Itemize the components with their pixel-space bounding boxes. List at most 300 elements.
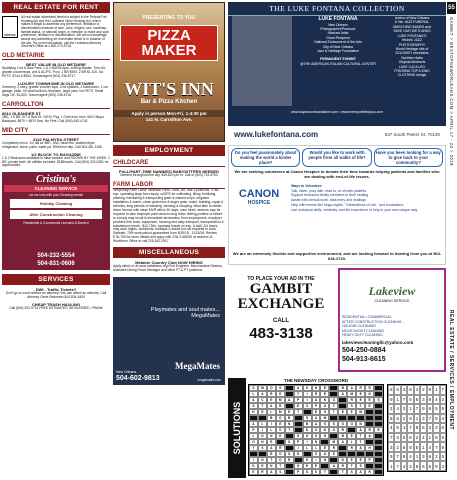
crossword-cell: G [294, 433, 303, 439]
crossword-cell: E [258, 409, 267, 415]
crossword-cell: N [267, 433, 276, 439]
sudoku-cell: 6 [414, 395, 420, 405]
crossword-cell: N [258, 457, 267, 463]
pizza-line1: PRESENTING TO YOU [142, 15, 196, 21]
listing-title: 1/2 BLOCK TO MAGAZINE [31, 151, 81, 157]
crossword-cell: R [365, 427, 374, 433]
sudoku-solution [387, 384, 447, 472]
fontana-line: Abstract Artist [327, 31, 349, 36]
side-banner-bottom [447, 270, 456, 470]
pizza-headline: PIZZA MAKER [120, 25, 218, 61]
crossword-cell: A [267, 445, 276, 451]
ways-title: Ways to Volunteer: [291, 184, 323, 188]
side-banner-top [447, 16, 456, 166]
fontana-line: New Orleans [328, 22, 348, 27]
sudoku-cell: 1 [394, 395, 400, 405]
notice-title: NOTICE [4, 32, 16, 37]
crossword-cell: A [267, 469, 276, 475]
crossword-cell: L [303, 445, 312, 451]
sudoku-cell: 7 [407, 423, 413, 433]
mega-web: megamates.com [197, 378, 221, 383]
bubble: Do you feel passionately about making the world a kinder place? [231, 148, 300, 167]
sudoku-cell: 8 [388, 414, 394, 424]
lakeview-line: AFTER CONSTRUCTION CLEANING [342, 319, 402, 324]
crossword-cell: E [312, 409, 321, 415]
crossword-cell: I [294, 445, 303, 451]
crossword-cell: S [303, 457, 312, 463]
fontana-line: City of New Orleans [322, 44, 354, 49]
canon-logo-sub: HOSPICE [247, 200, 271, 206]
crossword-cell: S [285, 439, 294, 445]
sudoku-cell: 5 [407, 395, 413, 405]
crossword-cell: E [320, 385, 329, 391]
sudoku-cell: 1 [401, 423, 407, 433]
crossword-cell: T [249, 445, 258, 451]
crossword-cell: E [347, 457, 356, 463]
crossword-cell: A [356, 445, 365, 451]
exchange-phone: 483-3138 [249, 325, 313, 342]
sudoku-cell: 6 [420, 461, 426, 471]
crossword-cell: O [312, 433, 321, 439]
sudoku-cell: 2 [388, 404, 394, 414]
section-header-services: SERVICES [2, 274, 110, 285]
crossword-cell: P [294, 439, 303, 445]
crossword-cell: R [356, 385, 365, 391]
crossword-cell: A [356, 469, 365, 475]
section-header-real-estate: REAL ESTATE FOR RENT [2, 2, 110, 13]
crossword-cell: L [249, 391, 258, 397]
crossword-cell: R [347, 397, 356, 403]
sudoku-cell: 9 [427, 385, 433, 395]
crossword-cell: O [329, 397, 338, 403]
crossword-cell: T [356, 433, 365, 439]
page-number: 55 [447, 2, 456, 14]
left-column [2, 2, 110, 311]
crossword-cell: O [276, 427, 285, 433]
crossword-cell: I [258, 427, 267, 433]
crossword-cell: P [249, 427, 258, 433]
fontana-photo [232, 16, 292, 106]
canon-logo [232, 188, 286, 228]
bubble: Would you like to work with people from all walks of life? [302, 148, 371, 167]
sudoku-cell: 1 [414, 452, 420, 462]
crossword-cell: P [312, 403, 321, 409]
sudoku-cell: 2 [433, 452, 439, 462]
sudoku-cell: 7 [394, 461, 400, 471]
sudoku-cell: 5 [433, 404, 439, 414]
mega-text [151, 307, 220, 319]
fontana-right-line: Original Abstracts [398, 60, 426, 65]
pizza-maker-ad [113, 2, 225, 142]
way-item: Support bereaved family members in their healing [291, 193, 369, 198]
crossword-cell: U [320, 451, 329, 457]
luke-fontana-ad [228, 2, 446, 142]
fontana-right-line: & Her JAZZ FUNERAL [394, 20, 430, 25]
crossword-cell: N [320, 427, 329, 433]
canon-intro: We are seeking volunteers at Canon Hospice to donate their time towards helping patients and families who are dealing with end-of-life issues. [234, 169, 440, 179]
cristina-residential: Residential & Commercial Licensed & Bonded [23, 221, 89, 226]
sudoku-cell: 1 [388, 461, 394, 471]
crossword-cell: S [356, 463, 365, 469]
sudoku-cell: 9 [388, 395, 394, 405]
crossword-cell: I [267, 421, 276, 427]
crossword-cell: M [320, 415, 329, 421]
crossword-cell: D [303, 427, 312, 433]
crossword-cell: B [338, 385, 347, 391]
lakeview-sub: CLEANING SERVICE [374, 299, 410, 303]
crossword-cell: O [276, 457, 285, 463]
sudoku-cell: 4 [414, 385, 420, 395]
fontana-right-line: Northern Italia [401, 55, 423, 60]
fontana-exhibit: PERMANENT EXHIBIT [320, 57, 356, 62]
fontana-address: 537 South Peters St. 70130 [384, 131, 440, 137]
side-text: GAMBIT > BESTOFNEWORLEANS.COM > APRIL 17 - 23 > 2018 [449, 16, 455, 166]
canon-hospice-ad [228, 145, 446, 265]
gambit-exchange-ad [228, 268, 334, 372]
lakeview-cleaning-ad [338, 268, 446, 372]
sudoku-cell: 9 [394, 423, 400, 433]
sudoku-cell: 3 [440, 461, 446, 471]
crossword-cell: T [347, 463, 356, 469]
sudoku-cell: 7 [440, 385, 446, 395]
sudoku-cell: 4 [394, 404, 400, 414]
exchange-brand1: GAMBIT [249, 281, 313, 297]
crossword-cell: I [249, 457, 258, 463]
crossword-cell: N [312, 439, 321, 445]
sudoku-cell: 9 [414, 461, 420, 471]
crossword-cell: E [365, 397, 374, 403]
sudoku-cell: 6 [407, 433, 413, 443]
crossword-cell: O [312, 427, 321, 433]
crossword-cell: E [294, 451, 303, 457]
crossword-cell: M [276, 409, 285, 415]
canon-footer: We are an extremely flexible and supportive environment, and are looking forward to hearing from you at 504-818-2723. [232, 251, 442, 261]
crossword-cell: T [276, 463, 285, 469]
crossword-cell: R [338, 463, 347, 469]
sudoku-cell: 4 [440, 414, 446, 424]
exchange-line1: TO PLACE YOUR AD IN THE [247, 276, 315, 282]
sudoku-cell: 7 [433, 442, 439, 452]
crossword-cell: M [329, 439, 338, 445]
sudoku-cell: 5 [440, 452, 446, 462]
sudoku-cell: 8 [433, 433, 439, 443]
crossword-cell: D [249, 463, 258, 469]
sudoku-cell: 6 [388, 385, 394, 395]
crossword-cell: R [365, 385, 374, 391]
crossword-cell: L [312, 445, 321, 451]
crossword-cell: O [258, 433, 267, 439]
crossword-cell: A [267, 403, 276, 409]
cristina-phones [4, 253, 108, 269]
lakeview-phone1: 504-250-0884 [342, 346, 386, 354]
crossword-cell: X [303, 403, 312, 409]
sudoku-cell: 5 [394, 385, 400, 395]
sudoku-cell: 6 [394, 414, 400, 424]
crossword-cell: S [329, 421, 338, 427]
crossword-cell: T [356, 403, 365, 409]
crossword-cell: A [294, 385, 303, 391]
crossword-cell: N [320, 457, 329, 463]
pizza-address: 141 N. Carrollton Ave. [145, 117, 193, 122]
crossword-cell: S [249, 385, 258, 391]
crossword-cell: L [267, 427, 276, 433]
crossword-cell: R [258, 469, 267, 475]
crossword-cell: E [276, 433, 285, 439]
crossword-cell: B [267, 415, 276, 421]
sudoku-cell: 8 [407, 442, 413, 452]
crossword-cell: M [276, 397, 285, 403]
lakeview-services [342, 315, 442, 338]
sudoku-cell: 4 [427, 442, 433, 452]
crossword-cell: S [312, 451, 321, 457]
fontana-name: LUKE FONTANA [318, 16, 358, 22]
sudoku-cell: 2 [440, 395, 446, 405]
crossword-cell: T [329, 403, 338, 409]
crossword-cell: A [365, 433, 374, 439]
canon-ways [291, 184, 442, 212]
crossword-cell: E [258, 463, 267, 469]
fontana-right-line: DOLOMITI mountains [395, 51, 429, 56]
middle-column [113, 2, 225, 385]
sudoku-cell: 7 [394, 452, 400, 462]
solutions-text: SOLUTIONS [232, 401, 242, 455]
fontana-right-line: Historic JAZZ [401, 38, 423, 43]
fontana-right-line: CLOTHING design [397, 73, 427, 78]
fair-housing-notice [2, 16, 110, 49]
sudoku-cell: 6 [440, 423, 446, 433]
fontana-exhibit-sub: @THE AMERICAN ITALIAN CULTURAL CENTER [300, 61, 376, 66]
crossword-grid [248, 384, 384, 476]
crossword-cell: S [258, 445, 267, 451]
fontana-title: THE LUKE FONTANA COLLECTION [228, 2, 446, 16]
lakeview-line: HOLIDAY CLEANING [342, 324, 376, 329]
crossword-cell: T [294, 409, 303, 415]
crossword-cell: E [267, 397, 276, 403]
lakeview-line: MOVE-IN/OUT CLEANING [342, 328, 385, 333]
fontana-url: www.lukefontana.com [234, 129, 319, 139]
mega-logo: MegaMates [175, 361, 220, 372]
crossword-cell: R [347, 445, 356, 451]
listing-body: Don't go to court without an attorney! You can afford an attorney. Call Attorney Gene Redmann 504-834-6430 [5, 291, 107, 300]
crossword-cell: E [320, 445, 329, 451]
sudoku-cell: 7 [388, 433, 394, 443]
sudoku-cell: 8 [433, 461, 439, 471]
listing-body: Apply within or at www.metairiecc.org First Engineer, Merchandise Director, Assistant Dining Room Manager and other FT & PT positions. [113, 264, 223, 273]
crossword-cell: A [347, 385, 356, 391]
lakeview-line: HEAVY DUTY CLEANING [342, 333, 383, 338]
exchange-brand2: EXCHANGE [237, 296, 325, 312]
sudoku-cell: 1 [433, 385, 439, 395]
sudoku-cell: 2 [401, 414, 407, 424]
sudoku-cell: 8 [401, 452, 407, 462]
crossword-cell: A [312, 397, 321, 403]
sudoku-cell: 9 [407, 414, 413, 424]
crossword-cell [329, 469, 338, 475]
crossword-cell: A [258, 391, 267, 397]
crossword-cell: O [249, 439, 258, 445]
lakeview-phone2: 504-913-6615 [342, 355, 386, 363]
sudoku-cell: 4 [407, 452, 413, 462]
crossword-cell: E [347, 409, 356, 415]
listing-body: Needed throughout the city. $15-$20 per hr. Call or (504) 722-5792 [120, 173, 218, 177]
crossword-cell: S [303, 415, 312, 421]
crossword-cell: E [294, 403, 303, 409]
listing-body: Sparkling 1 bd & Bdw Park. 1 & 2 BDRM Apts, w/Ring Master, Turn-Kit, granite countertops, w/d & AC/PC, Pool, 1 BR $900, 2 BR $1,100. No PETS. $744-9 $944. Owner/agent (504) 236-5717 [2, 66, 106, 78]
crossword-cell: E [320, 391, 329, 397]
sudoku-cell: 7 [401, 395, 407, 405]
listing-body: Call (504) 292-0724 FREE ESTIMATES. BE BLESSED. FRANK [9, 306, 103, 311]
crossword-cell: T [338, 469, 347, 475]
sudoku-cell: 5 [427, 461, 433, 471]
sudoku-cell: 8 [414, 423, 420, 433]
sudoku-cell: 2 [427, 423, 433, 433]
sudoku-cell: 5 [388, 452, 394, 462]
crossword-cell: R [329, 445, 338, 451]
crossword-cell: B [285, 415, 294, 421]
fontana-right-line: MARCHING BANDS and [393, 24, 431, 29]
mega-phone: 504-602-9813 [116, 375, 160, 383]
crossword-cell: G [276, 385, 285, 391]
crossword-cell: S [347, 469, 356, 475]
heading-old-metairie: OLD METAIRIE [2, 53, 110, 60]
crossword-cell: E [365, 403, 374, 409]
sudoku-cell: 7 [427, 414, 433, 424]
side-text: REAL ESTATE / SERVICES / EMPLOYMENT [448, 309, 455, 431]
fontana-url-bar [228, 126, 446, 142]
sudoku-cell: 8 [440, 404, 446, 414]
sudoku-cell: 2 [420, 385, 426, 395]
cristina-logo: Cristina's [35, 174, 77, 186]
sudoku-cell: 3 [401, 385, 407, 395]
sudoku-cell: 1 [420, 442, 426, 452]
fontana-right-line: LUKE FONTANA'S [397, 33, 427, 38]
crossword-cell: C [258, 397, 267, 403]
crossword-cell: I [303, 391, 312, 397]
listing-title: BEST VALUE IN OLD METAIRIE [26, 62, 86, 68]
crossword-cell: S [312, 469, 321, 475]
canon-bubbles [229, 146, 445, 169]
sudoku-cell: 5 [420, 423, 426, 433]
crossword-cell: S [303, 385, 312, 391]
mega-line2: MegaMates [191, 313, 220, 320]
crossword-cell: E [303, 463, 312, 469]
sudoku-cell: 9 [440, 442, 446, 452]
crossword-cell: T [320, 469, 329, 475]
sudoku-cell: 3 [394, 433, 400, 443]
sudoku-cell: 6 [401, 442, 407, 452]
pizza-apply: Apply in person Mon-Fri, 1-4:30 pm [114, 110, 224, 117]
sudoku-cell: 3 [420, 452, 426, 462]
cristina-construction: After Construction Cleaning [10, 210, 102, 219]
cristina-sub: Let me help with your Cleaning needs! [28, 193, 84, 198]
way-item: Assist with clerical work, data entry and mailings [291, 198, 366, 203]
sudoku-cell: 3 [433, 423, 439, 433]
crossword-cell: S [249, 403, 258, 409]
lakeview-email: lakeviewcleaningllc@yahoo.com [342, 339, 414, 345]
sudoku-cell: 6 [427, 452, 433, 462]
notice-text: All real estate advertised herein is subject to the Federal Fair Housing Act and the Louisiana Open Housing Act, which makes it illegal to advertise any preference, limitation or discrimination because of race, color, religion, sex, handicap, familial status, or national origin, or intention to make any such preference, limitation or discrimination. We will not knowingly accept any advertising for real estate which is in violation of the law. For more information, call the Louisiana Attorney General's Office at 1-800-273-5718. [21, 15, 110, 49]
crossword-cell: O [276, 415, 285, 421]
crossword-cell: D [338, 457, 347, 463]
crossword-cell: A [285, 397, 294, 403]
fontana-right-line: LUKE LUCA LEO [398, 64, 426, 69]
sudoku-cell: 4 [433, 395, 439, 405]
crossword-cell: S [320, 409, 329, 415]
crossword-cell: E [329, 451, 338, 457]
crossword-cell: E [285, 409, 294, 415]
crossword-cell: E [356, 391, 365, 397]
cristina-tag: CLEANING SERVICE [4, 185, 108, 192]
crossword-cell: A [356, 427, 365, 433]
way-item: Use individual skills, creativity, and life experience to help in your own unique way [291, 207, 418, 212]
listing-body: 2BD, 1.5 BR, KIT & Butt Dr. Off St. Pkg. 1.0 blk from Univ. W/D Hkups. Backyard. $670 + $670 Dep. No Pets. Call (504) 610-4741 [2, 114, 105, 123]
crossword-cell: E [267, 439, 276, 445]
heading-farm-labor: FARM LABOR [113, 182, 225, 189]
crossword-cell: R [338, 427, 347, 433]
crossword-title: THE NEWSDAY CROSSWORD [283, 378, 349, 383]
crossword-cell [374, 469, 383, 475]
crossword-cell: T [294, 391, 303, 397]
crossword-cell: A [312, 415, 321, 421]
crossword-cell: R [276, 445, 285, 451]
bubble: Have you been looking for a way to give back to your community? [374, 148, 443, 167]
fontana-line: Photographer/Producer [320, 26, 356, 31]
crossword-cell: O [338, 421, 347, 427]
crossword-cell: B [303, 421, 312, 427]
crossword-cell: M [258, 385, 267, 391]
crossword-cell: O [294, 463, 303, 469]
sudoku-cell: 4 [388, 423, 394, 433]
exchange-call: CALL [273, 318, 289, 324]
lakeview-name: Lakeview [368, 284, 416, 298]
sudoku-cell: 7 [414, 404, 420, 414]
fontana-right-line: Author of New Orleans [394, 16, 430, 20]
crossword-cell: A [312, 421, 321, 427]
crossword-cell: L [267, 409, 276, 415]
crossword-cell: A [249, 397, 258, 403]
listing-title: FULL/PART-TIME NANNIES/ BABYSITTERS NEEDED [119, 169, 219, 174]
crossword-cell: L [258, 421, 267, 427]
crossword-cell: H [365, 445, 374, 451]
crossword-cell: E [356, 457, 365, 463]
listing-body: Completely renov. 1/2 dbl w/ 3BR, 1BA, hdwd flrs, washer/dryer, refrigerator, stove, patio, water pd. $900/mo+dep. Call 504-481-1166 [2, 140, 102, 149]
crossword-cell: E [338, 409, 347, 415]
crossword-cell: O [303, 433, 312, 439]
solutions-label [228, 378, 246, 478]
crossword-cell: E [249, 469, 258, 475]
crossword-cell: E [356, 397, 365, 403]
crossword-cell: T [329, 409, 338, 415]
crossword-cell: N [320, 397, 329, 403]
crossword-cell: S [303, 469, 312, 475]
sudoku-cell: 3 [420, 414, 426, 424]
crossword-cell: S [285, 451, 294, 457]
pizza-sub: Bar & Pizza Kitchen [140, 99, 198, 105]
fontana-right-line: World Heritage site of [395, 46, 429, 51]
fontana-bio [296, 16, 380, 66]
sudoku-cell: 2 [414, 433, 420, 443]
crossword-cell: N [285, 421, 294, 427]
fontana-line: National Endowment of the Arts [314, 40, 362, 45]
listing-title: CHEAP TRASH HAULING [31, 302, 81, 308]
crossword-cell: H [249, 409, 258, 415]
sudoku-cell: 1 [407, 404, 413, 414]
sudoku-cell: 3 [388, 442, 394, 452]
crossword-cell: B [338, 433, 347, 439]
sudoku-cell: 5 [433, 414, 439, 424]
listing-body: Greenery, 2 story, granite counter tops, 2 bd upstairs, 2 bathrooms, 1 car garage, patio. Kit w/all built-ins, fireplace, large yard, No PETS. Small dogs OK. $1,800. Owner/agent (504) 236-5716 [2, 84, 108, 97]
sudoku-cell: 5 [401, 433, 407, 443]
